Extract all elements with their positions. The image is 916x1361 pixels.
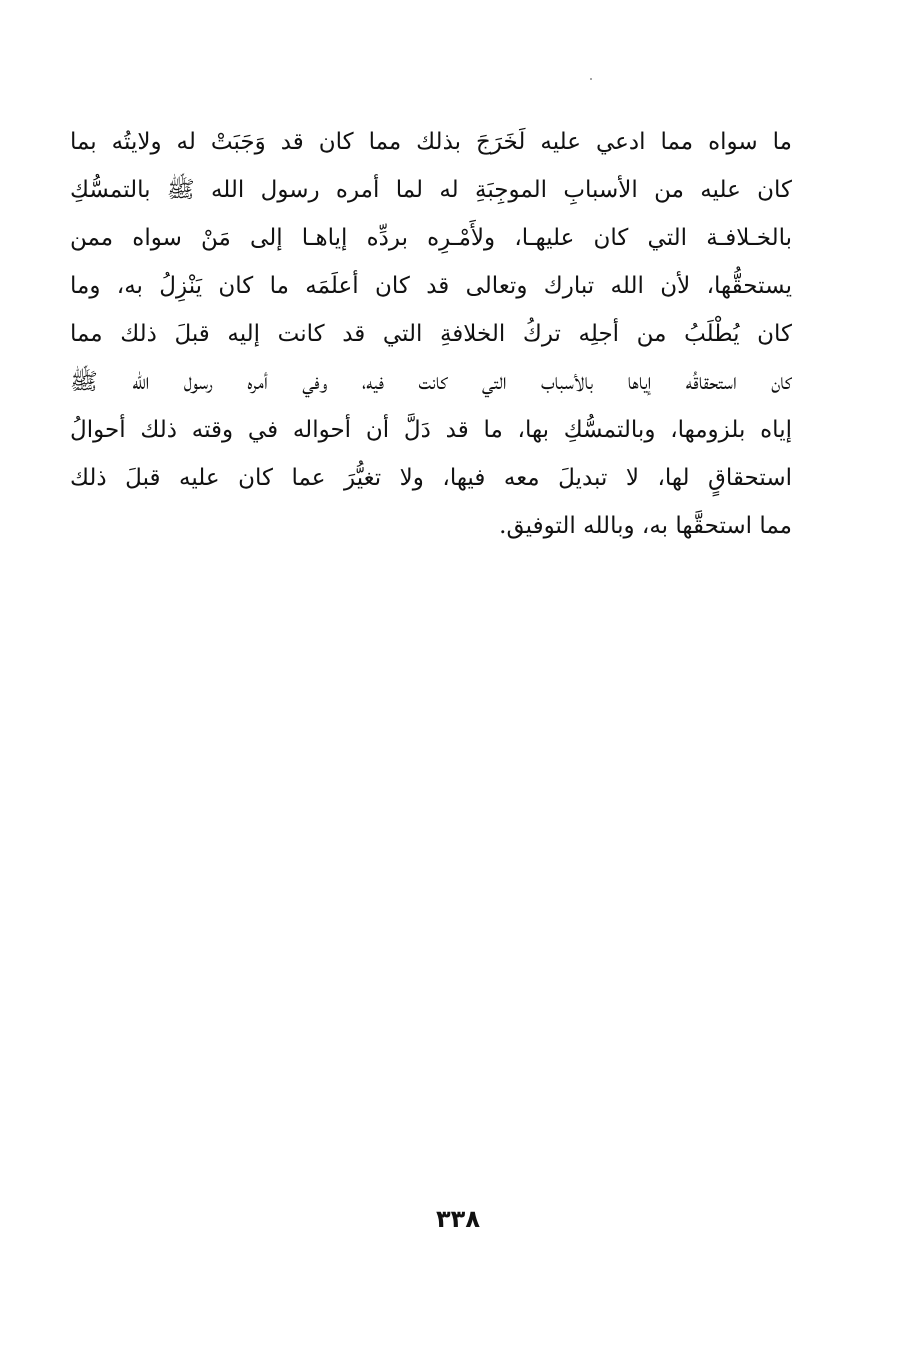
text-line: كان يُطْلَبُ من أجلِه تركُ الخلافةِ التي قد كانت إليه قبلَ ذلك مما xyxy=(70,321,792,347)
text-line: كان عليه من الأسبابِ الموجِبَةِ له لما أمره رسول الله ﷺ بالتمسُّكِ xyxy=(70,177,792,203)
body-paragraph xyxy=(70,118,792,550)
text-line: إياه بلزومها، وبالتمسُّكِ بها، ما قد دَلَّ أن أحواله في وقته ذلك أحوالُ xyxy=(70,417,792,443)
page-number: ٣٣٨ xyxy=(436,1205,480,1233)
text-line-last: مما استحقَّها به، وبالله التوفيق. xyxy=(499,513,792,539)
scan-speck xyxy=(590,78,592,80)
text-line: ما سواه مما ادعي عليه لَخَرَجَ بذلك مما كان قد وَجَبَتْ له ولايتُه بما xyxy=(70,129,792,155)
text-line: يستحقُّها، لأن الله تبارك وتعالى قد كان أعلَمَه ما كان يَنْزِلُ به، وما xyxy=(70,273,792,299)
text-line: كان استحقاقُه إياها بالأسباب التي كانت فيه، وفي أمره رسول الله ﷺ xyxy=(70,369,792,395)
text-line: استحقاقٍ لها، لا تبديلَ معه فيها، ولا تغيُّرَ عما كان عليه قبلَ ذلك xyxy=(70,465,792,491)
text-line: بالخـلافـة التي كان عليهـا، ولأَمْـرِه بردِّه إياهـا إلى مَنْ سواه ممن xyxy=(70,225,792,251)
